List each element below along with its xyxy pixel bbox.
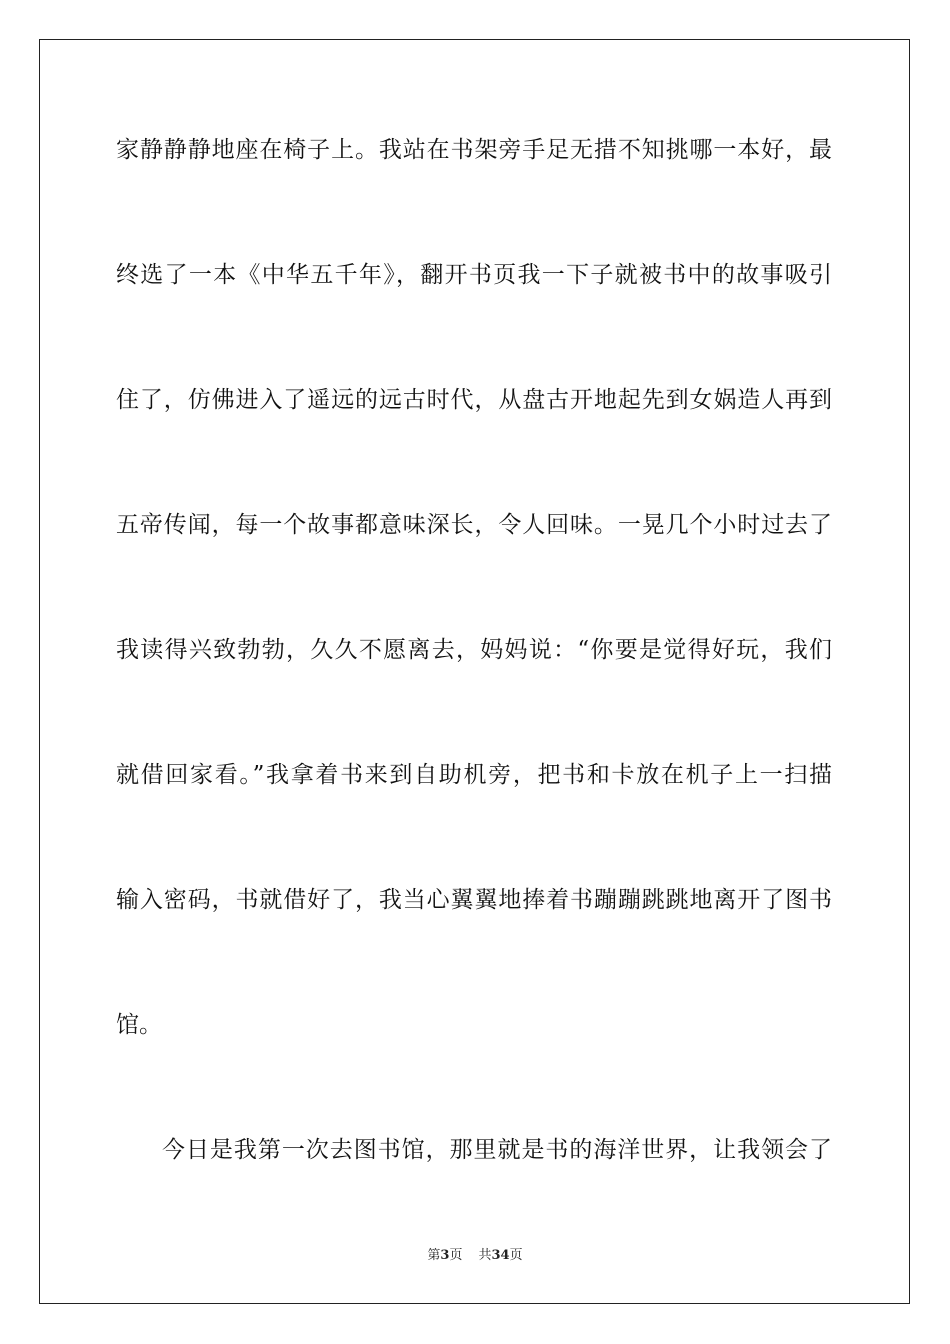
body-text-line-7: 输入密码，书就借好了，我当心翼翼地捧着书蹦蹦跳跳地离开了图书 <box>116 887 832 913</box>
body-text-line-8: 馆。 <box>116 1012 162 1038</box>
page-footer <box>0 1247 950 1265</box>
page-border <box>39 39 910 1304</box>
total-label-prefix: 共 <box>478 1248 492 1263</box>
body-text-line-6: 就借回家看。”我拿着书来到自助机旁，把书和卡放在机子上一扫描 <box>116 762 832 788</box>
total-label-suffix: 页 <box>509 1248 523 1263</box>
paragraph-start-line: 今日是我第一次去图书馆，那里就是书的海洋世界，让我领会了 <box>162 1137 832 1163</box>
total-pages-number: 34 <box>491 1248 510 1263</box>
body-text-line-2: 终选了一本《中华五千年》，翻开书页我一下子就被书中的故事吸引 <box>116 262 832 288</box>
current-page-number: 3 <box>440 1248 450 1263</box>
body-text-line-5: 我读得兴致勃勃，久久不愿离去，妈妈说：“你要是觉得好玩，我们 <box>116 637 832 663</box>
page-label-suffix: 页 <box>449 1248 463 1263</box>
body-text-line-4: 五帝传闻，每一个故事都意味深长，令人回味。一晃几个小时过去了 <box>116 512 832 538</box>
body-text-line-3: 住了，仿佛进入了遥远的远古时代，从盘古开地起先到女娲造人再到 <box>116 387 832 413</box>
body-text-line-1: 家静静静地座在椅子上。我站在书架旁手足无措不知挑哪一本好，最 <box>116 137 832 163</box>
page-label-prefix: 第 <box>427 1248 441 1263</box>
